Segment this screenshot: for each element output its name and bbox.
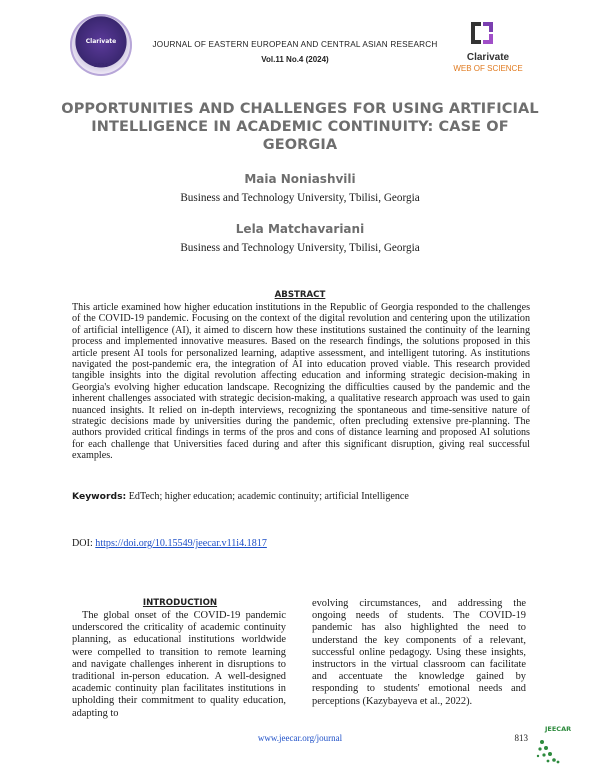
keywords-label: Keywords: bbox=[72, 491, 127, 502]
keywords-line bbox=[72, 491, 530, 503]
author-name-1: Maia Noniashvili bbox=[244, 172, 356, 186]
author-name-2: Lela Matchavariani bbox=[235, 222, 365, 236]
web-of-science-label: WEB OF SCIENCE bbox=[453, 64, 523, 73]
introduction-heading: INTRODUCTION bbox=[142, 598, 218, 608]
page-number: 813 bbox=[514, 733, 528, 743]
abstract-text: This article examined how higher education institutions in the Republic of Georgia responded to the challenges of the COVID-19 pandemic. Focusing on the context of the digital revolution and centering upon the utilization of artificial intelligence (AI), it aimed to discern how these institutions sustained the continuity of the learning process and implemented innovative measures. Based on the research findings, the solutions proposed in this article present AI tools for personalized learning, adaptive assessment, and intelligent tutoring. As institutions navigated the post-pandemic era, the integration of AI into education proved viable. This research provided tangible insights into the digital revolution affecting education and informing strategic decision-making in Georgia's evolving higher education landscape. Recognizing the difficulties caused by the pandemic and the inherent challenges associated with strategic decision-making, a qualitative research approach was used to gain nuanced insights. It relied on in-depth interviews, recognizing the spontaneous and time-sensitive nature of strategic decisions made by universities during the pandemic, often precluding extensive pre-planning. The authors provided critical findings in terms of the pros and cons of distance learning and proposed AI solutions for each challenge that Universities faced during and after this significant disruption, giving real successful examples. bbox=[72, 302, 530, 462]
paper-title: OPPORTUNITIES AND CHALLENGES FOR USING ARTIFICIAL INTELLIGENCE IN ACADEMIC CONTINUITY: CASE OF GEORGIA bbox=[61, 101, 539, 153]
footer-journal-link[interactable]: www.jeecar.org/journal bbox=[257, 733, 343, 743]
jeecar-logo-text: JEECAR bbox=[545, 725, 572, 733]
doi-link[interactable]: https://doi.org/10.15549/jeecar.v11i4.1817 bbox=[95, 538, 267, 549]
doi-label: DOI: bbox=[72, 538, 96, 549]
journal-badge-logo bbox=[70, 14, 132, 76]
badge-text: Clarivate bbox=[85, 38, 117, 45]
journal-name: JOURNAL OF EASTERN EUROPEAN AND CENTRAL ASIAN RESEARCH bbox=[152, 40, 438, 49]
clarivate-name: Clarivate bbox=[466, 52, 510, 63]
doi-line bbox=[72, 538, 530, 550]
introduction-left-column: The global onset of the COVID-19 pandemic underscored the criticality of academic continuity planning, as educational institutions worldwide were compelled to transition to remote learning and navigate challenges inherent in disruptions to traditional in-person education. A well-designed academic continuity plan facilitates institutions in upholding their commitment to quality education, adapting to bbox=[72, 610, 286, 719]
author-affiliation-2: Business and Technology University, Tbilisi, Georgia bbox=[180, 242, 420, 254]
clarivate-logo-icon bbox=[467, 18, 497, 48]
abstract-heading: ABSTRACT bbox=[274, 290, 326, 300]
keywords-text: EdTech; higher education; academic continuity; artificial Intelligence bbox=[126, 491, 409, 502]
introduction-right-column: evolving circumstances, and addressing the ongoing needs of students. The COVID-19 pandemic has also highlighted the need to understand the key components of a relevant, successful online pedagogy. Using these insights, instructors in the virtual classroom can facilitate and accentuate the knowledge gained by responding to students' emotional needs and perceptions (Kazybayeva et al., 2022). bbox=[312, 598, 526, 707]
author-affiliation-1: Business and Technology University, Tbilisi, Georgia bbox=[180, 192, 420, 204]
badge-year: 2024 bbox=[94, 63, 108, 69]
journal-volume: Vol.11 No.4 (2024) bbox=[261, 55, 329, 64]
